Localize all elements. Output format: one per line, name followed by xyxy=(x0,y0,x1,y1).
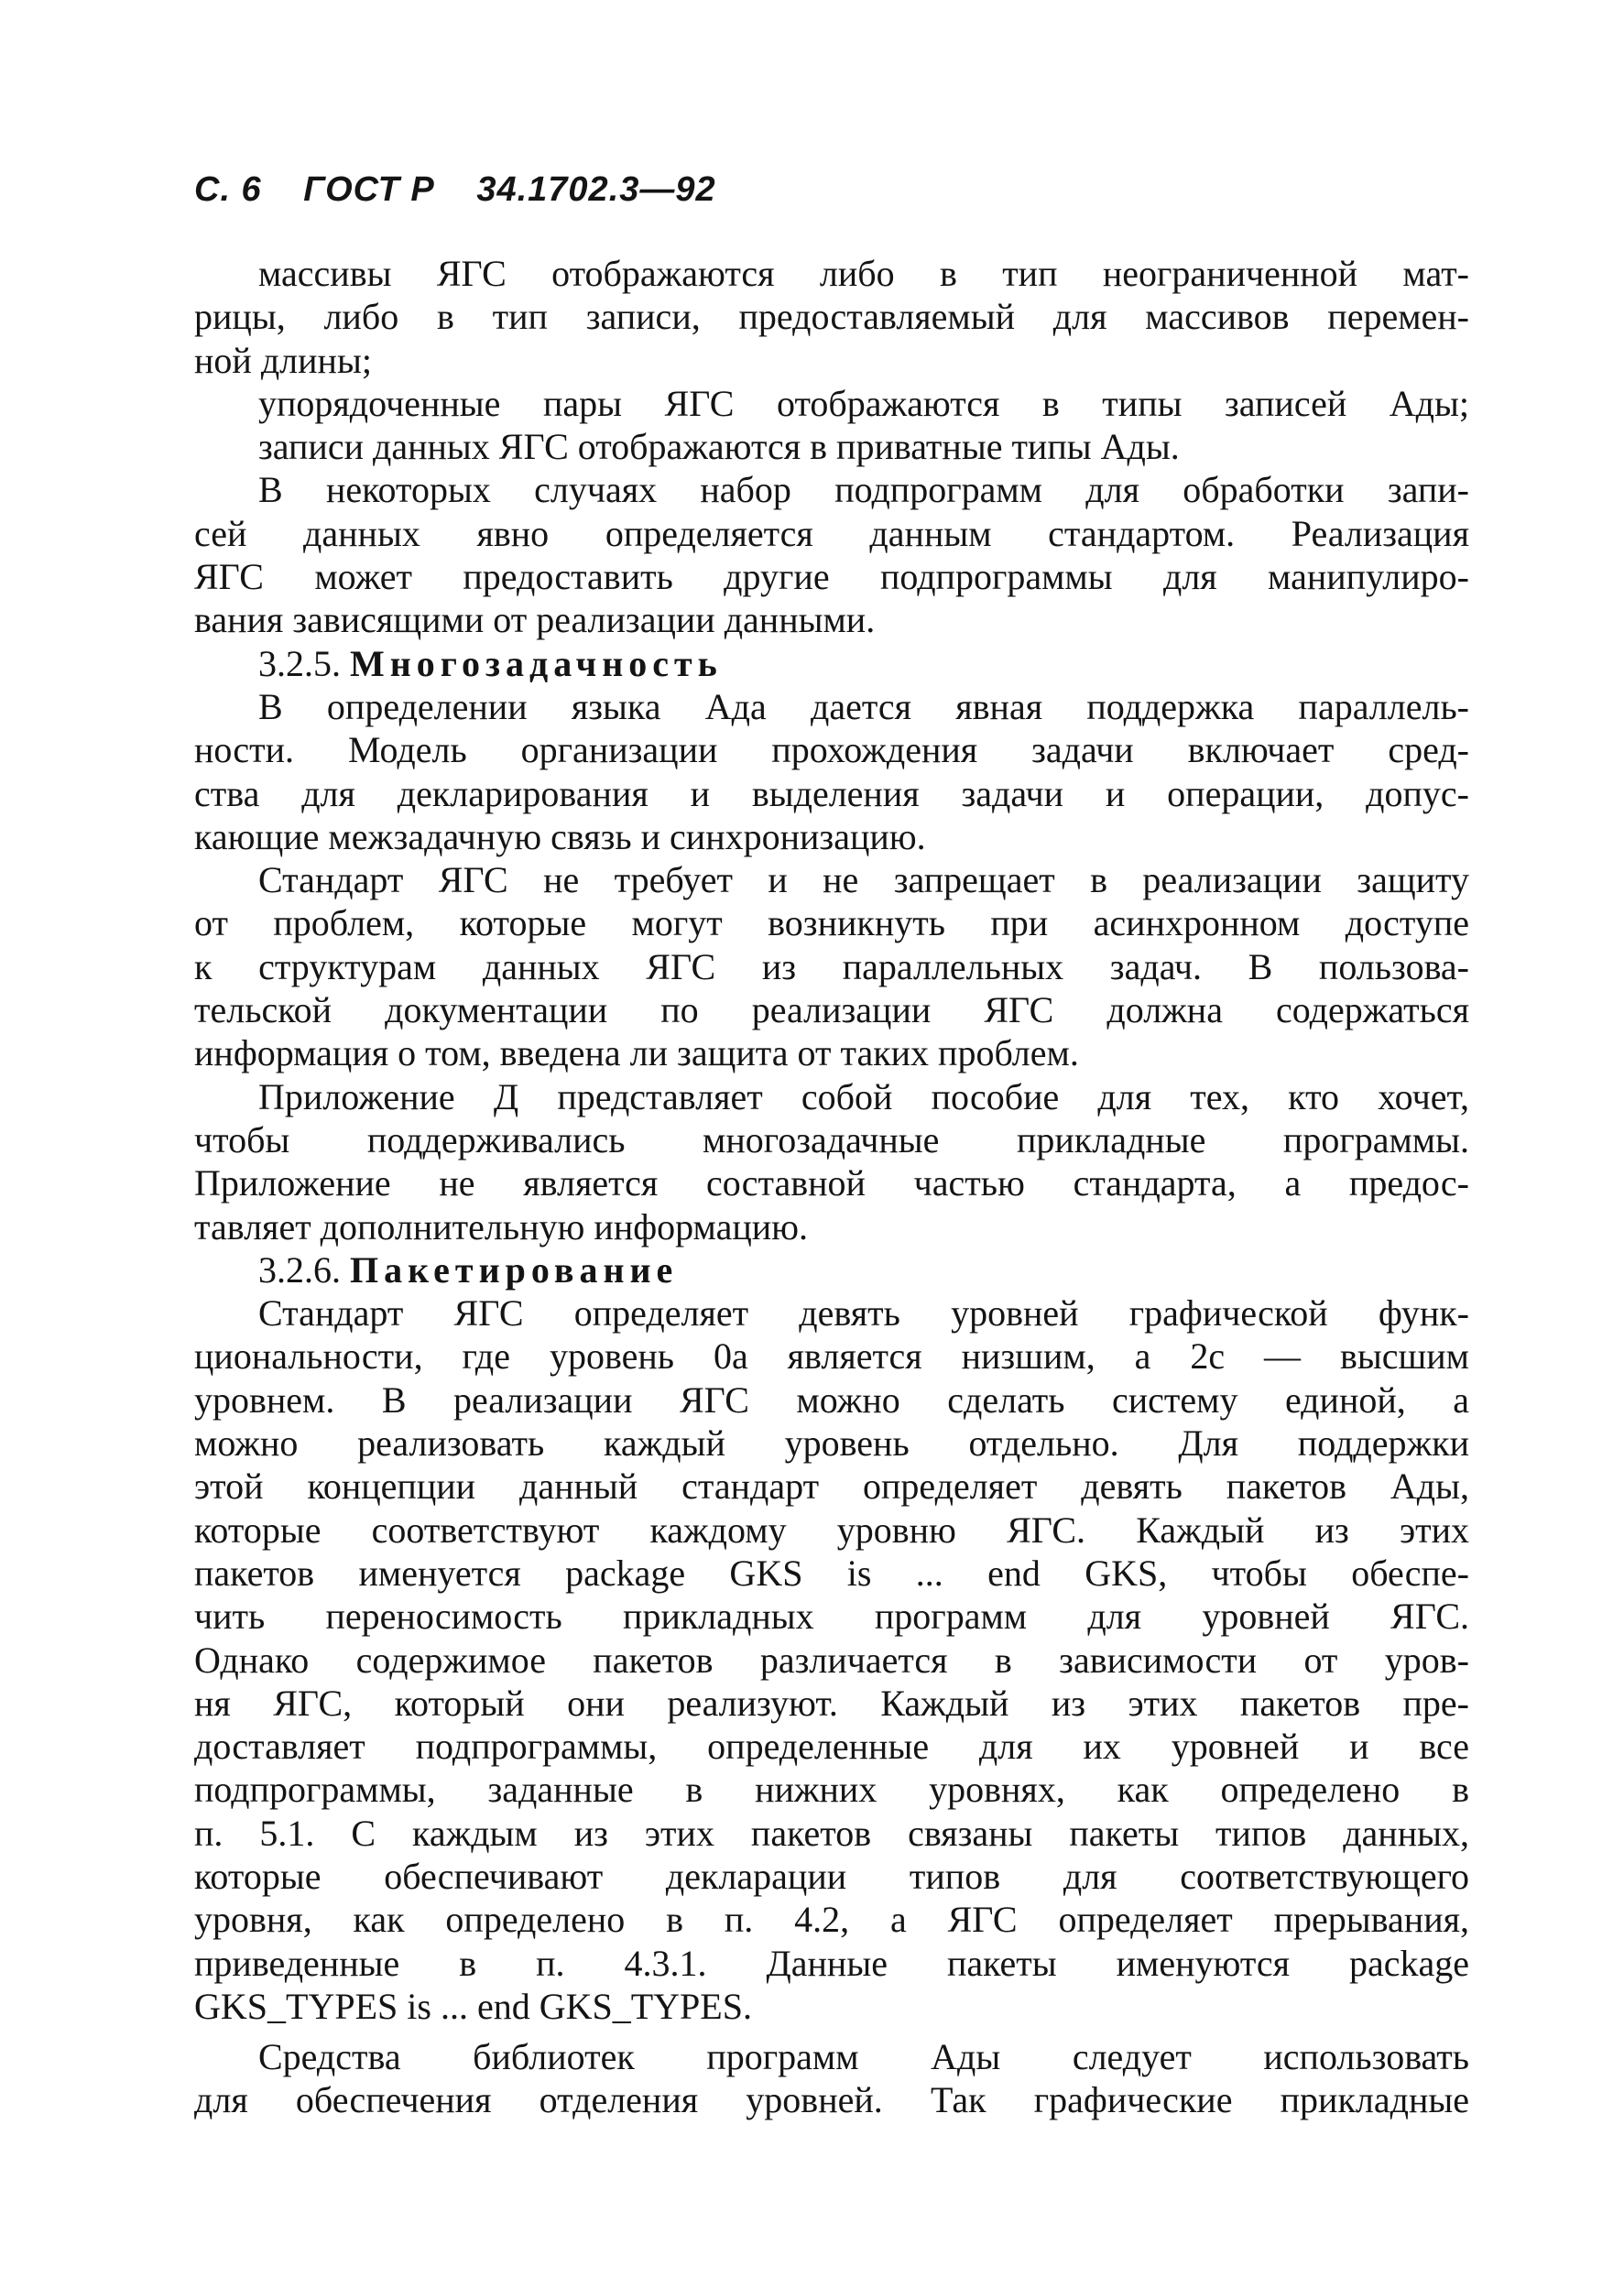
section-name: Пакетирование xyxy=(350,1248,679,1291)
text-line: можно реализовать каждый уровень отдельно. Для поддержки xyxy=(194,1422,1469,1465)
text-line: которые соответствуют каждому уровню ЯГС. Каждый из этих xyxy=(194,1509,1469,1551)
text-line: Однако содержимое пакетов различается в зависимости от уров- xyxy=(194,1639,1469,1681)
text-line: от проблем, которые могут возникнуть при асинхронном доступе xyxy=(194,902,1469,944)
standard-name: ГОСТ Р xyxy=(303,170,435,209)
text-line: которые обеспечивают декларации типов для соответствующего xyxy=(194,1855,1469,1897)
text-line: тельской документации по реализации ЯГС должна содержаться xyxy=(194,989,1469,1031)
text-line: массивы ЯГС отображаются либо в тип неограниченной мат- xyxy=(258,253,1469,294)
text-line: В некоторых случаях набор подпрограмм для обработки запи- xyxy=(258,469,1469,511)
text-line: В определении языка Ада дается явная поддержка параллель- xyxy=(258,685,1469,727)
section-number: 3.2.6. xyxy=(258,1248,341,1291)
text-line: Стандарт ЯГС не требует и не запрещает в реализации защиту xyxy=(258,859,1469,901)
standard-number: 34.1702.3—92 xyxy=(476,170,716,209)
text-line: п. 5.1. С каждым из этих пакетов связаны пакеты типов данных, xyxy=(194,1812,1469,1854)
text-line: Приложение не является составной частью стандарта, а предос- xyxy=(194,1162,1469,1204)
text-line: Приложение Д представляет собой пособие для тех, кто хочет, xyxy=(258,1075,1469,1117)
text-line: GKS_TYPES is ... end GKS_TYPES. xyxy=(194,1985,752,2027)
text-line: этой концепции данный стандарт определяет девять пакетов Ады, xyxy=(194,1465,1469,1508)
text-line: упорядоченные пары ЯГС отображаются в типы записей Ады; xyxy=(258,382,1469,424)
text-line: уровня, как определено в п. 4.2, а ЯГС определяет прерывания, xyxy=(194,1899,1469,1941)
text-line: пакетов именуется package GKS is ... end GKS, чтобы обеспе- xyxy=(194,1552,1469,1594)
section-name: Многозадачность xyxy=(350,642,723,684)
section-number: 3.2.5. xyxy=(258,642,341,684)
text-line: уровнем. В реализации ЯГС можно сделать систему единой, а xyxy=(194,1378,1469,1421)
page-header xyxy=(194,170,716,210)
text-line: ства для декларирования и выделения задачи и операции, допус- xyxy=(194,772,1469,814)
section-title xyxy=(194,1248,1469,1291)
text-line: циональности, где уровень 0а является низшим, а 2с — высшим xyxy=(194,1335,1469,1378)
text-line: Стандарт ЯГС определяет девять уровней графической функ- xyxy=(258,1292,1469,1335)
text-line: ЯГС может предоставить другие подпрограммы для манипулиро- xyxy=(194,556,1469,598)
text-line: приведенные в п. 4.3.1. Данные пакеты именуются package xyxy=(194,1942,1469,1984)
text-line: ня ЯГС, который они реализуют. Каждый из этих пакетов пре- xyxy=(194,1682,1469,1724)
text-line: Средства библиотек программ Ады следует использовать xyxy=(258,2036,1469,2078)
text-line: для обеспечения отделения уровней. Так графические прикладные xyxy=(194,2079,1469,2121)
text-line: чтобы поддерживались многозадачные прикладные программы. xyxy=(194,1118,1469,1160)
page-number: С. 6 xyxy=(194,170,262,209)
text-line: ности. Модель организации прохождения задачи включает сред- xyxy=(194,729,1469,771)
text-line: вания зависящими от реализации данными. xyxy=(194,599,876,641)
text-line: сей данных явно определяется данным стандартом. Реализация xyxy=(194,512,1469,554)
text-line: информация о том, введена ли защита от таких проблем. xyxy=(194,1032,1079,1074)
text-line: записи данных ЯГС отображаются в приватные типы Ады. xyxy=(258,426,1180,468)
text-line: к структурам данных ЯГС из параллельных задач. В пользова- xyxy=(194,945,1469,987)
document-body xyxy=(194,252,1469,2122)
text-line: кающие межзадачную связь и синхронизацию. xyxy=(194,815,926,857)
text-line: подпрограммы, заданные в нижних уровнях, как определено в xyxy=(194,1769,1469,1811)
section-title xyxy=(194,642,1469,685)
text-line: рицы, либо в тип записи, предоставляемый для массивов перемен- xyxy=(194,296,1469,338)
text-line: чить переносимость прикладных программ для уровней ЯГС. xyxy=(194,1596,1469,1638)
text-line: ной длины; xyxy=(194,339,372,381)
text-line: доставляет подпрограммы, определенные для их уровней и все xyxy=(194,1726,1469,1768)
text-line: тавляет дополнительную информацию. xyxy=(194,1205,809,1248)
